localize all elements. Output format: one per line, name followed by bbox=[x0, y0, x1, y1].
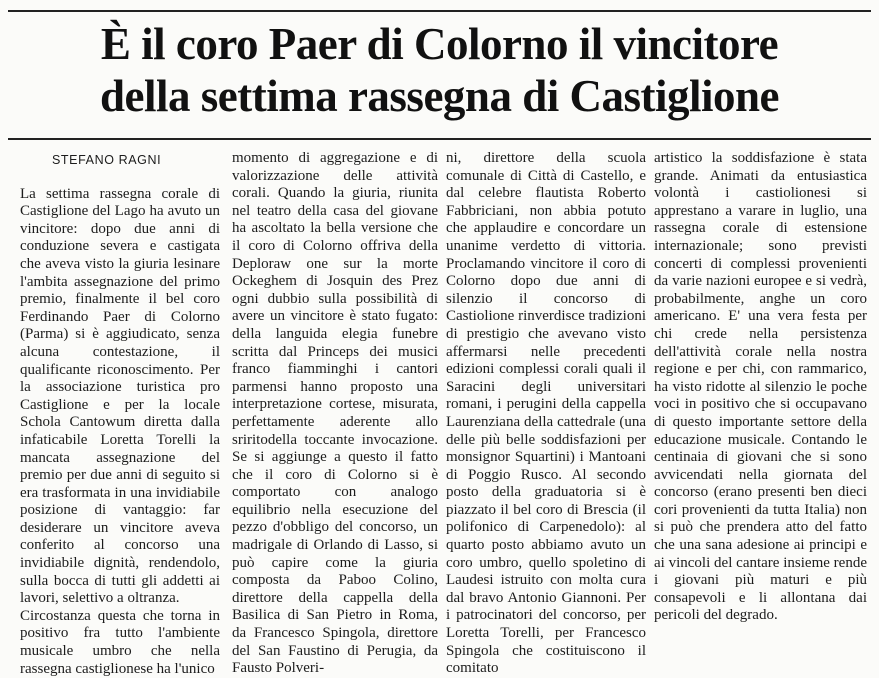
column-3-paragraph-1: ni, direttore della scuola comunale di Città di Castello, e dal celebre flautista Roberto Fabbriciani, non abbia potuto che applaudire e concordare un unanime verdetto di vittoria. Proclamando vincitore il coro di Colorno dopo due anni di silenzio il concorso di Castiolione rinverdisce tradizioni di prestigio che avevano visto affermarsi nelle precedenti edizioni complessi corali quali il Saracini degli universitari romani, i perugini della cappella Laurenziana della cattedrale (una delle più belle soddisfazioni per monsignor Squartini) i Mantoani di Poggio Rusco. Al secondo posto della graduatoria si è piazzato il bel coro di Brescia (il polifonico di Carpenedolo): al quarto posto abbiamo avuto un coro umbro, quello spoletino di Laudesi istruito con molta cura dal bravo Antonio Giannoni. Per i patrocinatori del concorso, per Loretta Torelli, per Francesco Spingola che costituiscono il comitato bbox=[446, 150, 646, 677]
article-column-1 bbox=[20, 150, 220, 678]
headline-line-2: della settima rassegna di Castiglione bbox=[100, 71, 779, 121]
headline-line-1: È il coro Paer di Colorno il vincitore bbox=[100, 19, 779, 69]
column-2-paragraph-1: momento di aggregazione e di valorizzazione delle attività corali. Quando la giuria, riunita nel teatro della casa del giovane ha ascoltato la bella versione che il coro di Colorno offriva della Deploraw one sur la morte Ockeghem di Josquin des Prez ogni dubbio sulla possibilità di avere un vincitore è stato fugato: della languida elegia funebre scritta dal Princeps dei musici franco fiamminghi i cantori parmensi hanno proposto una interpretazione cortese, misurata, perfettamente aderente allo sriritodella toccante invocazione. Se si aggiunge a questo il fatto che il coro di Colorno si è comportato con analogo equilibrio nella esecuzione del pezzo d'obbligo del concorso, un madrigale di Orlando di Lasso, si può capire come la giuria composta da Paboo Colino, direttore della cappella della Basilica di San Pietro in Roma, da Francesco Spingola, direttore del San Faustino di Perugia, da Fausto Polveri- bbox=[232, 150, 438, 677]
article-column-4 bbox=[654, 150, 867, 625]
article-column-3 bbox=[446, 150, 646, 678]
headline-top-rule bbox=[8, 10, 871, 12]
headline bbox=[20, 18, 859, 122]
article-column-2 bbox=[232, 150, 438, 678]
column-1-paragraph-1: La settima rassegna corale di Castiglione del Lago ha avuto un vincitore: dopo due anni di conduzione severa e castigata che aveva visto la giuria lesinare l'ambita assegnazione del primo premio, finalmente il bel coro Ferdinando Paer di Colorno (Parma) si è aggiudicato, senza alcuna contestazione, il qualificante riconoscimento. Per la associazione turistica pro Castiglione e per la locale Schola Cantowum diretta dalla infaticabile Loretta Torelli la mancata assegnazione del premio per due anni di seguito si era trasformata in una invidiabile posizione di vantaggio: far desiderare un vincitore aveva conferito al concorso una invidiabile dignità, rendendolo, sulla bocca di tutti gli addetti ai lavori, selettivo a oltranza. bbox=[20, 185, 220, 607]
column-4-paragraph-1: artistico la soddisfazione è stata grande. Animati da entusiastica volontà i castiolionesi si apprestano a varare in luglio, una rassegna corale di estensione internazionale; sono previsti concerti di complessi provenienti da varie nazioni europee e si vedrà, probabilmente, anghe un coro americano. E' una vera festa per chi crede nella persistenza dell'attività corale nella nostra regione e per chi, con rammarico, ha visto ridotte al silenzio le poche voci in positivo che si occupavano di questo importante settore della educazione musicale. Contando le centinaia di giovani che si sono avvicendati nella giornata del concorso (erano presenti ben dieci cori provenienti da tutta Italia) non si può che prendera atto del fatto che una sana adesione ai principi e ai vincoli del cantare insieme rende i giovani più maturi e più consapevoli e li allontana dai pericoli del degrado. bbox=[654, 150, 867, 624]
headline-bottom-rule bbox=[8, 138, 871, 140]
column-1-paragraph-2: Circostanza questa che torna in positivo fra tutto l'ambiente musicale umbro che nella rassegna castiglionese ha l'unico bbox=[20, 607, 220, 677]
byline: STEFANO RAGNI bbox=[52, 153, 162, 167]
